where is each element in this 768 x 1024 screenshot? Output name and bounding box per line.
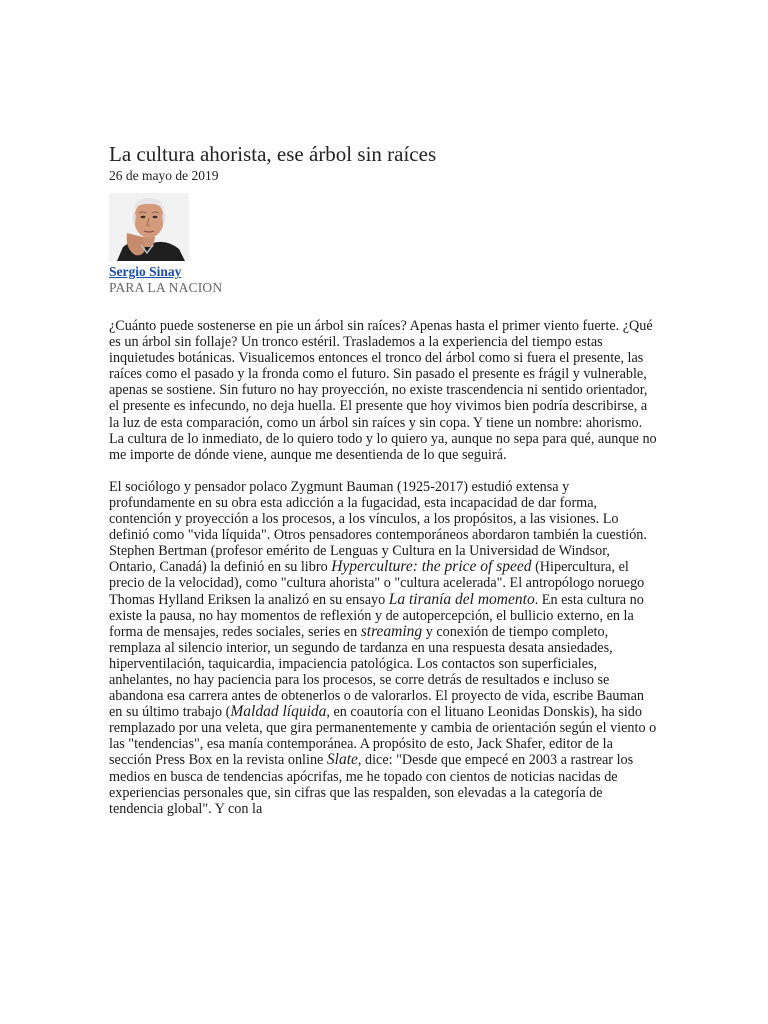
paragraph-2-text: , dice: "Desde que empecé en 2003 a rastrear los medios en busca de tendencias apócrifas, me he topado con cientos de noticias nacidas de experiencias personales que, sin cifras que las respalden, son elevadas a la categoría de tendencia global". Y con la: [109, 752, 634, 817]
paragraph-2-text: (Hipercultura, el precio de la velocidad), como "cultura ahorista" o "cultura acelerada". El antropólogo noruego Thomas Hylland Eriksen la analizó en su ensayo: [109, 559, 645, 608]
paragraph-2-text: , en coautoría con el lituano Leonidas Donskis), ha sido remplazado por una veleta, que gira permanentemente y cambia de orientación según el viento o las "tendencias", esa manía contemporánea. A propósito de esto, Jack Shafer, editor de la sección Press Box en la revista online: [109, 704, 657, 769]
paragraph-2-text: El sociólogo y pensador polaco Zygmunt Bauman (1925-2017) estudió extensa y profundamente en su obra esta adicción a la fugacidad, esta incapacidad de dar forma, contención y proyección a los procesos, a los vínculos, a los propósitos, a las visiones. Lo definió como "vida líquida". Otros pensadores contemporáneos abordaron también la cuestión. Stephen Bertman (profesor emérito de Lenguas y Cultura en la Universidad de Windsor, Ontario, Canadá) la definió en su libro: [109, 478, 647, 576]
author-link[interactable]: Sergio Sinay: [109, 264, 182, 279]
paragraph-2: [109, 479, 657, 817]
book-title-maldad: Maldad líquida: [230, 703, 327, 721]
book-title-hyperculture: Hyperculture: the price of speed: [331, 558, 532, 576]
magazine-title-slate: Slate: [326, 751, 358, 769]
article-body: [109, 318, 657, 817]
article-source: PARA LA NACION: [109, 280, 223, 295]
paragraph-2-text: y conexión de tiempo completo, remplaza al silencio interior, un segundo de tardanza en una respuesta desata ansiedades, hiperventilación, taquicardia, impaciencia patológica. Los contactos son superficiales, anhelantes, no hay paciencia para los procesos, se corre detrás de resultados e incluso se abandona esa carrera antes de obtenerlos o de valorarlos. El proyecto de vida, escribe Bauman en su último trabajo (: [109, 623, 644, 721]
term-streaming: streaming: [360, 622, 423, 640]
article: [109, 140, 657, 833]
author-photo: [109, 193, 189, 261]
article-date: 26 de mayo de 2019: [109, 168, 219, 183]
paragraph-1: ¿Cuánto puede sostenerse en pie un árbol sin raíces? Apenas hasta el primer viento fuerte. ¿Qué es un árbol sin follaje? Un tronco estéril. Traslademos a la experiencia del tiempo estas inquietudes botánicas. Visualicemos entonces el tronco del árbol como si fuera el presente, las raíces como el pasado y la fronda como el futuro. Sin pasado el presente es frágil y vulnerable, apenas se sostiene. Sin futuro no hay proyección, no existe trascendencia ni sentido orientador, el presente es infecundo, no deja huella. El presente que hoy vivimos bien podría describirse, a la luz de esta comparación, como un árbol sin raíces y sin copa. Y tiene un nombre: ahorismo. La cultura de lo inmediato, de lo quiero todo y lo quiero ya, aunque no sepa para qué, aunque no me importe de dónde viene, aunque me desentienda de lo que seguirá.: [109, 318, 657, 463]
book-title-tirania: La tiranía del momento: [388, 590, 535, 608]
article-title: La cultura ahorista, ese árbol sin raíces: [109, 142, 437, 166]
paragraph-2-text: . En esta cultura no existe la pausa, no hay momentos de reflexión y de autopercepción, el bullicio externo, en la forma de mensajes, redes sociales, series en: [109, 591, 644, 640]
author-photo-image: [109, 193, 189, 261]
